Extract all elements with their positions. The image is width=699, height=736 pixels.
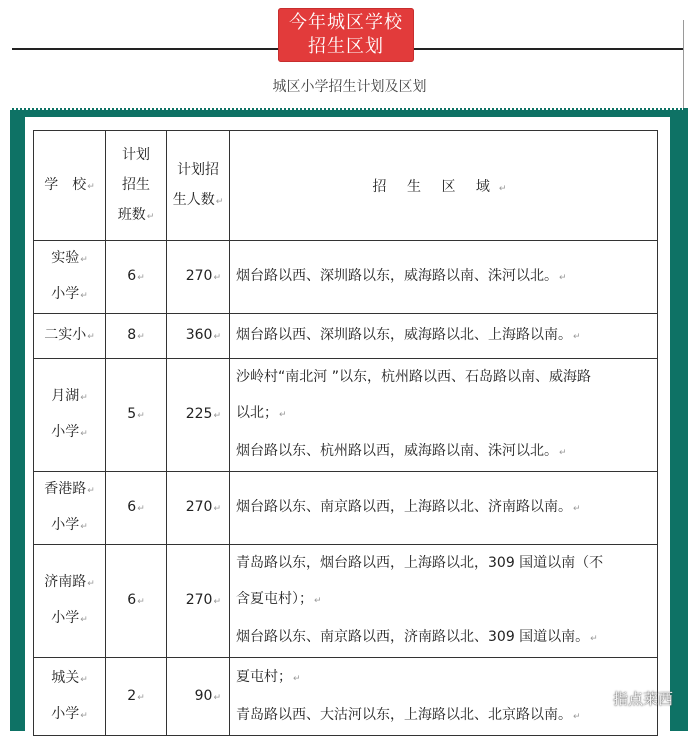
header-area: 招 生 区 域↵ bbox=[230, 131, 658, 241]
table-header-row bbox=[34, 131, 658, 241]
table-row bbox=[34, 241, 658, 314]
count-cell: 270↵ bbox=[167, 545, 230, 658]
table-row bbox=[34, 545, 658, 658]
school-cell: 二实小↵ bbox=[34, 314, 106, 359]
banner-line-2: 招生区划 bbox=[308, 36, 384, 57]
classes-cell: 6↵ bbox=[106, 241, 167, 314]
count-cell: 270↵ bbox=[167, 472, 230, 545]
table-row bbox=[34, 359, 658, 472]
header-school: 学 校↵ bbox=[34, 131, 106, 241]
green-frame-edge bbox=[683, 108, 688, 731]
document-subtitle: 城区小学招生计划及区划 bbox=[272, 79, 427, 95]
school-cell: 济南路↵ 小学↵ bbox=[34, 545, 106, 658]
area-cell: 夏屯村；↵ 青岛路以西、大沽河以东，上海路以北、北京路以南。↵ bbox=[230, 658, 658, 736]
count-cell: 270↵ bbox=[167, 241, 230, 314]
classes-cell: 5↵ bbox=[106, 359, 167, 472]
watermark-text: 指点莱西 bbox=[613, 689, 674, 708]
wechat-icon bbox=[590, 688, 610, 708]
table-row bbox=[34, 472, 658, 545]
area-cell: 青岛路以东，烟台路以西，上海路以北，309 国道以南（不 含夏屯村）；↵ 烟台路以东、南京路以西，济南路以北、309 国道以南。↵ bbox=[230, 545, 658, 658]
banner-line-1: 今年城区学校 bbox=[289, 12, 403, 33]
header-classes: 计划 招生 班数↵ bbox=[106, 131, 167, 241]
area-cell: 沙岭村“南北河 ”以东，杭州路以西、石岛路以南、威海路 以北；↵ 烟台路以东、杭州路以西，威海路以南、洙河以北。↵ bbox=[230, 359, 658, 472]
count-cell: 360↵ bbox=[167, 314, 230, 359]
school-cell: 城关↵ 小学↵ bbox=[34, 658, 106, 736]
school-cell: 香港路↵ 小学↵ bbox=[34, 472, 106, 545]
table-row bbox=[34, 314, 658, 359]
count-cell: 90↵ bbox=[167, 658, 230, 736]
school-cell: 实验↵ 小学↵ bbox=[34, 241, 106, 314]
area-cell: 烟台路以西、深圳路以东，威海路以南、洙河以北。↵ bbox=[230, 241, 658, 314]
watermark bbox=[590, 686, 673, 710]
classes-cell: 6↵ bbox=[106, 472, 167, 545]
table-row bbox=[34, 658, 658, 736]
header-count: 计划招 生人数↵ bbox=[167, 131, 230, 241]
classes-cell: 8↵ bbox=[106, 314, 167, 359]
title-banner bbox=[278, 8, 414, 62]
classes-cell: 6↵ bbox=[106, 545, 167, 658]
area-cell: 烟台路以西、深圳路以东，威海路以北、上海路以南。↵ bbox=[230, 314, 658, 359]
enrollment-table bbox=[33, 130, 658, 736]
classes-cell: 2↵ bbox=[106, 658, 167, 736]
area-cell: 烟台路以东、南京路以西，上海路以北、济南路以南。↵ bbox=[230, 472, 658, 545]
school-cell: 月湖↵ 小学↵ bbox=[34, 359, 106, 472]
count-cell: 225↵ bbox=[167, 359, 230, 472]
